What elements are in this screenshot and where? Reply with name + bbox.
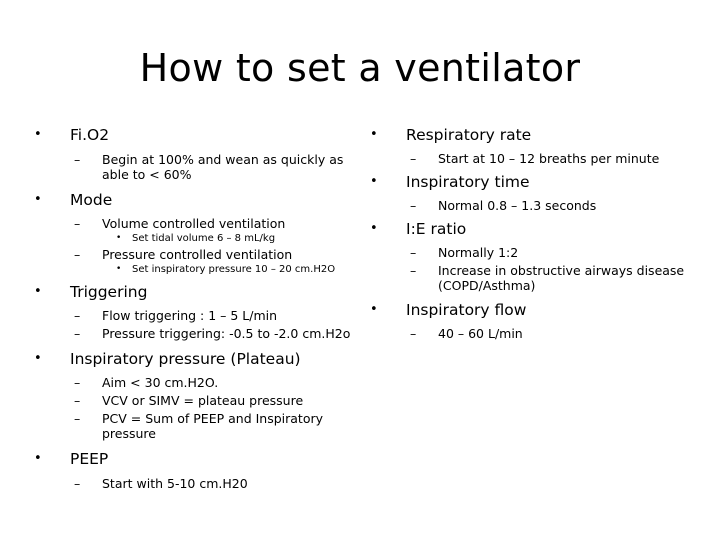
bullet-dot: • (34, 192, 42, 207)
sub-bullet (34, 308, 354, 323)
sub-bullet-text: Pressure triggering: -0.5 to -2.0 cm.H2o (102, 326, 351, 341)
dash: – (74, 216, 81, 231)
bullet-label: Mode (70, 191, 113, 209)
bullet-label: Inspiratory flow (406, 301, 527, 319)
sub-bullet (34, 326, 354, 341)
bullet-dot: • (116, 233, 122, 243)
dash: – (410, 263, 417, 278)
sub-bullet (34, 476, 354, 491)
sub-bullet-text: Begin at 100% and wean as quickly as able to < 60% (102, 152, 344, 182)
dash: – (74, 476, 81, 491)
dash: – (74, 308, 81, 323)
dash: – (410, 245, 417, 260)
bullet-mode (34, 189, 354, 211)
bullet-dot: • (370, 127, 378, 142)
bullet-inspiratory-pressure (34, 348, 354, 370)
dash: – (410, 198, 417, 213)
bullet-label: PEEP (70, 450, 109, 468)
sub-sub-bullet-text: Set inspiratory pressure 10 – 20 cm.H2O (132, 264, 336, 275)
bullet-dot: • (116, 264, 122, 274)
dash: – (74, 326, 81, 341)
sub-bullet-text: Start with 5-10 cm.H20 (102, 476, 248, 491)
bullet-dot: • (34, 127, 42, 142)
dash: – (74, 247, 81, 262)
bullet-label: Respiratory rate (406, 126, 532, 144)
sub-bullet (34, 375, 354, 390)
bullet-label: Fi.O2 (70, 126, 110, 144)
sub-bullet-text: Aim < 30 cm.H2O. (102, 375, 219, 390)
sub-bullet-text: Increase in obstructive airways disease (COPD/Asthma) (438, 263, 685, 293)
sub-bullet (370, 151, 700, 166)
bullet-fio2 (34, 124, 354, 146)
sub-bullet-text: Normal 0.8 – 1.3 seconds (438, 198, 597, 213)
bullet-dot: • (34, 351, 42, 366)
dash: – (74, 152, 81, 167)
bullet-inspiratory-flow (370, 299, 700, 321)
sub-bullet (34, 152, 354, 182)
bullet-label: I:E ratio (406, 220, 467, 238)
bullet-dot: • (370, 221, 378, 236)
sub-sub-bullet (34, 232, 354, 245)
dash: – (74, 393, 81, 408)
sub-bullet (370, 198, 700, 213)
sub-bullet-text: VCV or SIMV = plateau pressure (102, 393, 304, 408)
bullet-label: Inspiratory time (406, 173, 530, 191)
sub-bullet-text: Volume controlled ventilation (102, 216, 286, 231)
sub-sub-bullet (34, 263, 354, 276)
sub-bullet (34, 411, 352, 441)
sub-bullet-text: PCV = Sum of PEEP and Inspiratory pressure (102, 411, 324, 441)
bullet-peep (34, 448, 354, 470)
sub-bullet (34, 247, 354, 262)
dash: – (410, 326, 417, 341)
dash: – (74, 375, 81, 390)
sub-bullet-text: Flow triggering : 1 – 5 L/min (102, 308, 278, 323)
sub-bullet (34, 393, 354, 408)
sub-bullet (370, 263, 700, 293)
right-column (370, 124, 700, 341)
bullet-respiratory-rate (370, 124, 700, 146)
bullet-dot: • (370, 174, 378, 189)
bullet-dot: • (34, 284, 42, 299)
bullet-inspiratory-time (370, 171, 700, 193)
sub-bullet (370, 245, 700, 260)
left-column (34, 124, 354, 491)
bullet-label: Triggering (70, 283, 148, 301)
sub-bullet-text: Normally 1:2 (438, 245, 519, 260)
sub-bullet-text: Pressure controlled ventilation (102, 247, 293, 262)
bullet-dot: • (34, 451, 42, 466)
sub-bullet (34, 216, 354, 231)
sub-sub-bullet-text: Set tidal volume 6 – 8 mL/kg (132, 233, 276, 244)
bullet-ie-ratio (370, 218, 700, 240)
bullet-dot: • (370, 302, 378, 317)
bullet-triggering (34, 281, 354, 303)
sub-bullet-text: 40 – 60 L/min (438, 326, 523, 341)
slide-title: How to set a ventilator (139, 46, 581, 90)
dash: – (74, 411, 81, 426)
dash: – (410, 151, 417, 166)
bullet-label: Inspiratory pressure (Plateau) (70, 350, 301, 368)
sub-bullet-text: Start at 10 – 12 breaths per minute (438, 151, 660, 166)
sub-bullet (370, 326, 700, 341)
